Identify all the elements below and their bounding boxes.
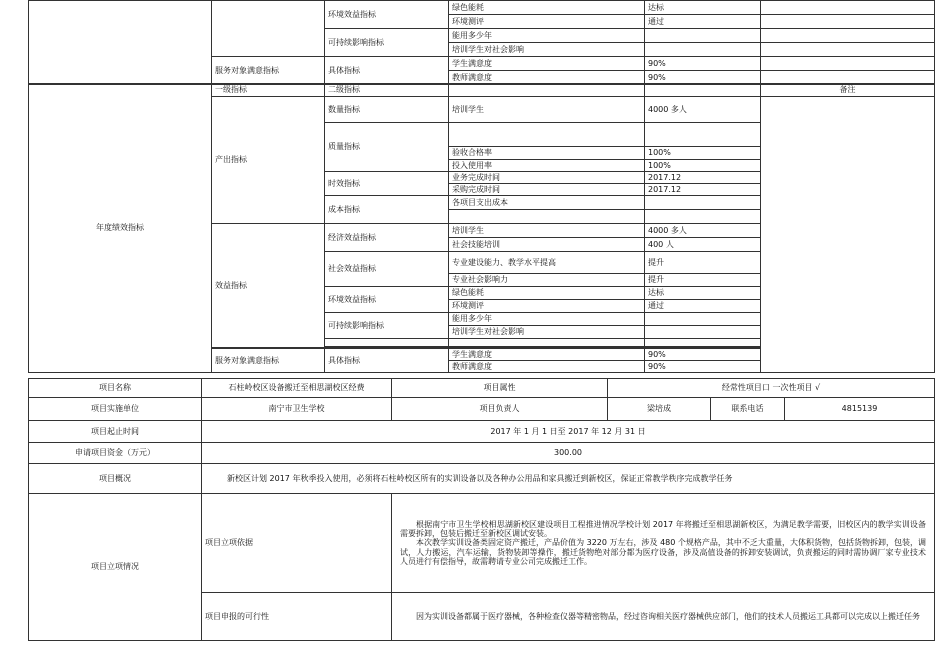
blank-cell (449, 84, 645, 97)
leader-label: 项目负责人 (392, 398, 608, 421)
table-header-row (29, 84, 935, 97)
value-cell: 通过 (645, 300, 761, 313)
table-row (29, 1, 935, 15)
blank-cell (325, 339, 449, 347)
value-cell: 90% (645, 57, 761, 71)
table-row (29, 398, 935, 421)
annual-indicator-label: 年度绩效指标 (29, 84, 212, 373)
l2-social: 社会效益指标 (325, 252, 449, 287)
period-value: 2017 年 1 月 1 日至 2017 年 12 月 31 日 (202, 421, 935, 443)
blank-cell (29, 1, 212, 85)
annual-indicator-table (28, 83, 935, 373)
value-cell: 100% (648, 161, 671, 170)
item-cell: 学生满意度 (449, 349, 645, 361)
value-cell: 2017.12 (645, 184, 761, 196)
item-cell: 能用多少年 (449, 313, 645, 326)
feasibility-value (392, 593, 935, 641)
l2-env: 环境效益指标 (325, 287, 449, 313)
leader-value: 梁培成 (608, 398, 711, 421)
table-row (29, 379, 935, 398)
item-cell: 学生满意度 (449, 57, 645, 71)
item-cell: 环境测评 (449, 300, 645, 313)
quality-values (645, 147, 761, 172)
project-attr-label: 项目属性 (392, 379, 608, 398)
blank-cell (449, 123, 645, 147)
table-row (29, 464, 935, 494)
item-cell: 培训学生对社会影响 (449, 43, 645, 57)
blank-cell (645, 210, 761, 224)
l3-env: 环境效益指标 (325, 1, 449, 29)
value-cell (645, 43, 761, 57)
l2-satisfaction: 服务对象满意指标 (212, 57, 325, 85)
item-cell: 培训学生对社会影响 (449, 326, 645, 339)
item-cell: 社会技能培训 (449, 238, 645, 252)
item-cell: 绿色能耗 (449, 1, 645, 15)
item-cell: 能用多少年 (449, 29, 645, 43)
item-cell: 培训学生 (449, 97, 645, 123)
item-cell: 绿色能耗 (449, 287, 645, 300)
blank-cell (645, 123, 761, 147)
overview-value: 新校区计划 2017 年秋季投入使用，必须将石柱岭校区所有的实训设备以及各种办公用品和家具搬迁到新校区，保证正常教学秩序完成教学任务 (202, 464, 935, 494)
value-cell: 90% (645, 361, 761, 373)
feasibility-paragraph: 因为实训设备都属于医疗器械，各种检查仪器等精密物品，经过咨询相关医疗器械供应部门，他们的技术人员搬运工具都可以完成以上搬迁任务 (416, 611, 920, 621)
basis-value (392, 494, 935, 593)
value-cell (645, 29, 761, 43)
funds-value: 300.00 (202, 443, 935, 464)
l1-satisfaction: 服务对象满意指标 (212, 349, 325, 373)
l2-quality: 质量指标 (325, 123, 449, 172)
l2-economic: 经济效益指标 (325, 224, 449, 252)
item-cell: 投入使用率 (452, 161, 492, 170)
feasibility-label: 项目申报的可行性 (202, 593, 392, 641)
blank-cell (449, 339, 645, 347)
l1-output: 产出指标 (212, 97, 325, 224)
l3-sustain: 可持续影响指标 (325, 29, 449, 57)
table-row (29, 494, 935, 593)
project-name-value: 石柱岭校区设备搬迁至相思湖校区经费 (202, 379, 392, 398)
value-cell (645, 196, 761, 210)
table-row (29, 421, 935, 443)
period-label: 项目起止时间 (29, 421, 202, 443)
remark-cell (761, 97, 935, 373)
value-cell: 90% (645, 349, 761, 361)
l2-specific: 具体指标 (325, 349, 449, 373)
value-cell (645, 326, 761, 339)
project-info-table (28, 378, 935, 641)
remark-header: 备注 (761, 84, 935, 97)
value-cell: 达标 (645, 1, 761, 15)
item-cell: 验收合格率 (449, 147, 644, 160)
funds-label: 申请项目资金（万元） (29, 443, 202, 464)
blank-cell (645, 347, 761, 348)
item-cell: 采购完成时间 (449, 184, 645, 196)
value-cell: 达标 (645, 287, 761, 300)
basis-paragraph: 根据南宁市卫生学校相思湖新校区建设项目工程推进情况学校计划 2017 年将搬迁至相思湖新校区，为满足教学需要，旧校区内的教学实训设备需要拆卸，包装后搬迁至新校区调试安装。 (400, 520, 926, 539)
value-cell: 4000 多人 (645, 224, 761, 238)
l1-header: 一级指标 (212, 84, 325, 97)
value-cell: 提升 (645, 252, 761, 274)
l2-sustain: 可持续影响指标 (325, 313, 449, 339)
unit-value: 南宁市卫生学校 (202, 398, 392, 421)
l1-benefit: 效益指标 (212, 224, 325, 348)
item-cell: 业务完成时间 (449, 172, 645, 184)
item-cell: 环境测评 (449, 15, 645, 29)
unit-label: 项目实施单位 (29, 398, 202, 421)
value-cell (645, 313, 761, 326)
item-cell: 教师满意度 (449, 71, 645, 85)
overview-label: 项目概况 (29, 464, 202, 494)
l2-quantity: 数量指标 (325, 97, 449, 123)
l3-specific: 具体指标 (325, 57, 449, 85)
quality-items (449, 147, 645, 172)
basis-paragraph: 本次教学实训设备类固定资产搬迁，产品价值为 3220 万左右，涉及 480 个规格产品，其中不乏大重量，大体积货物，包括货物拆卸，包装，调试，人力搬运，汽车运输，货物装卸等操作，搬迁货物绝对部分都为医疗设备，涉及高值设备的拆卸安装调试，负责搬运的同时需协调厂家专业技术人员进行有偿指导，故需聘请专业公司完成搬迁工作。 (400, 538, 926, 566)
value-cell: 4000 多人 (645, 97, 761, 123)
value-cell: 2017.12 (645, 172, 761, 184)
phone-value: 4815139 (785, 398, 935, 421)
l2-header: 二级指标 (325, 84, 449, 97)
blank-cell (761, 29, 935, 43)
blank-cell (645, 84, 761, 97)
item-cell: 教师满意度 (449, 361, 645, 373)
situation-label: 项目立项情况 (29, 494, 202, 641)
l2-timeliness: 时效指标 (325, 172, 449, 196)
item-cell: 专业建设能力、教学水平提高 (449, 252, 645, 274)
table-row (29, 443, 935, 464)
blank-cell (761, 57, 935, 71)
value-cell: 100% (645, 147, 760, 160)
phone-label: 联系电话 (711, 398, 785, 421)
value-cell: 90% (645, 71, 761, 85)
blank-cell (761, 43, 935, 57)
l2-cost: 成本指标 (325, 196, 449, 224)
blank-cell (761, 15, 935, 29)
blank-cell (449, 210, 645, 224)
blank-cell (212, 1, 325, 57)
blank-cell (761, 1, 935, 15)
top-indicator-table (28, 0, 935, 85)
project-attr-value: 经常性项目口 一次性项目 √ (608, 379, 935, 398)
item-cell: 培训学生 (449, 224, 645, 238)
item-cell: 各项目支出成本 (449, 196, 645, 210)
value-cell: 通过 (645, 15, 761, 29)
value-cell: 提升 (645, 274, 761, 287)
blank-cell (645, 339, 761, 347)
basis-label: 项目立项依据 (202, 494, 392, 593)
value-cell: 400 人 (645, 238, 761, 252)
item-cell: 专业社会影响力 (449, 274, 645, 287)
project-name-label: 项目名称 (29, 379, 202, 398)
